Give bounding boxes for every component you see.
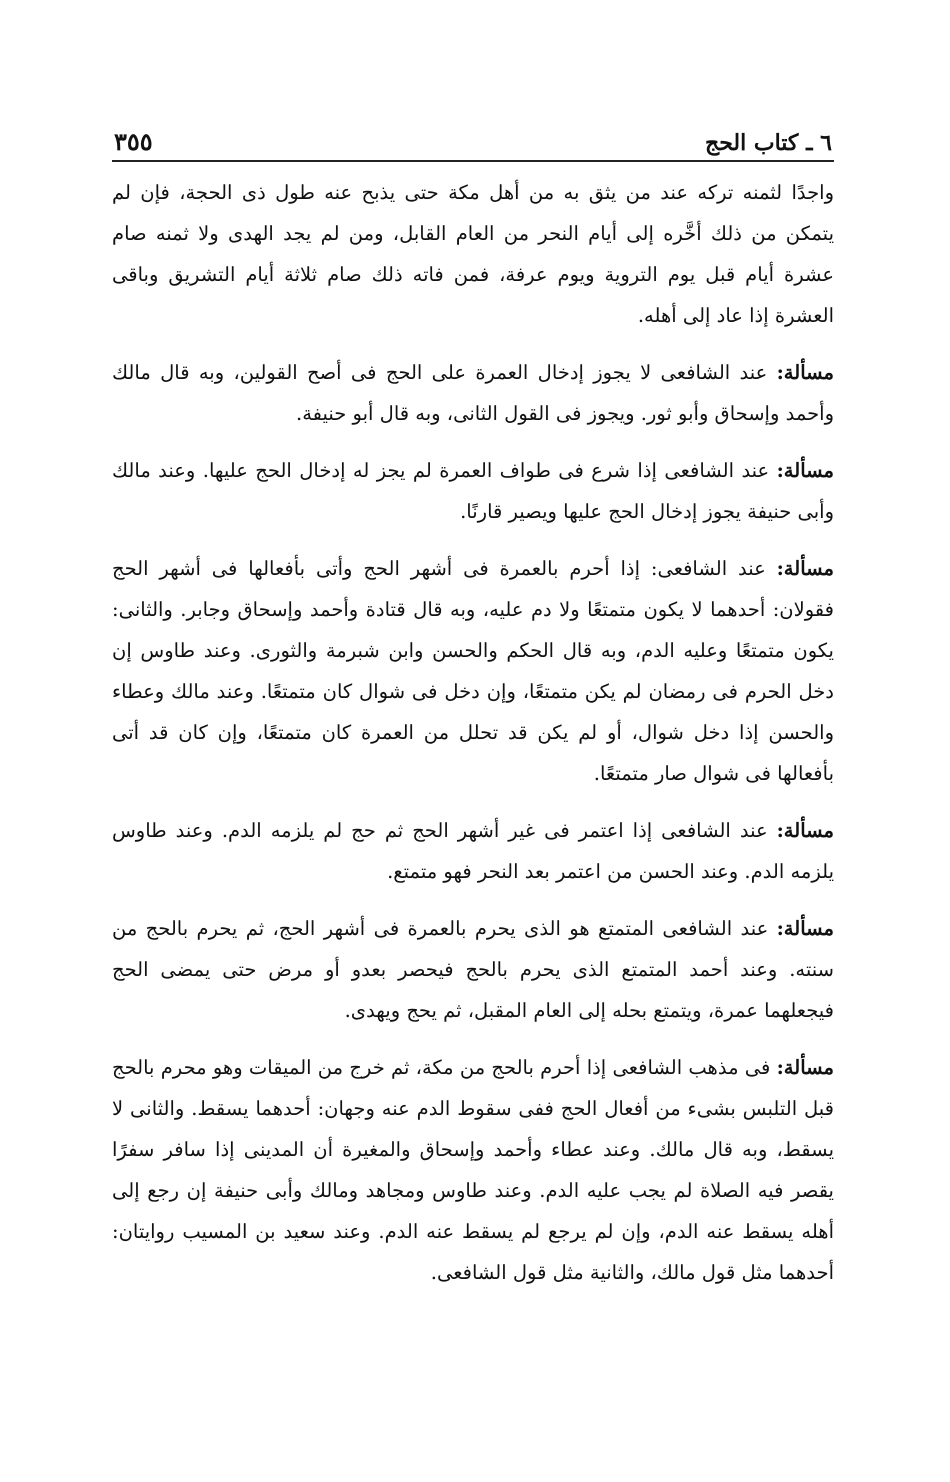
- paragraph: [112, 810, 834, 892]
- paragraph: [112, 450, 834, 532]
- paragraph-text: عند الشافعى إذا اعتمر فى غير أشهر الحج ثم حج لم يلزمه الدم. وعند طاوس يلزمه الدم. وعند الحسن من اعتمر بعد النحر فهو متمتع.: [112, 819, 834, 883]
- page-header: [112, 118, 834, 162]
- paragraph: [112, 548, 834, 794]
- chapter-title: ٦ ـ كتاب الحج: [705, 130, 832, 156]
- paragraph-text: فى مذهب الشافعى إذا أحرم بالحج من مكة، ثم خرج من الميقات وهو محرم بالحج قبل التلبس بشىء من أفعال الحج ففى سقوط الدم عنه وجهان: أحدهما يسقط. والثانى لا يسقط، وبه قال مالك. وعند عطاء وأحمد وإسحاق والمغيرة أن المدينى إذا سافر سفرًا يقصر فيه الصلاة لم يجب عليه الدم. وعند طاوس ومجاهد ومالك وأبى حنيفة إن رجع إلى أهله يسقط عنه الدم، وإن لم يرجع لم يسقط عنه الدم. وعند سعيد بن المسيب روايتان: أحدهما مثل قول مالك، والثانية مثل قول الشافعى.: [112, 1056, 834, 1284]
- issue-label: مسألة:: [776, 819, 834, 842]
- issue-label: مسألة:: [776, 459, 834, 482]
- paragraph-text: عند الشافعى: إذا أحرم بالعمرة فى أشهر الحج وأتى بأفعالها فى أشهر الحج فقولان: أحدهما لا يكون متمتعًا ولا دم عليه، وبه قال قتادة وأحمد وإسحاق وجابر. والثانى: يكون متمتعًا وعليه الدم، وبه قال الحكم والحسن وابن شبرمة والثورى. وعند طاوس إن دخل الحرم فى رمضان لم يكن متمتعًا، وإن دخل فى شوال كان متمتعًا. وعند مالك وعطاء والحسن إذا دخل شوال، أو لم يكن قد تحلل من العمرة كان متمتعًا، وإن كان قد أتى بأفعالها فى شوال صار متمتعًا.: [112, 557, 834, 785]
- page-number: ٣٥٥: [114, 127, 153, 156]
- issue-label: مسألة:: [776, 361, 834, 384]
- paragraph: [112, 908, 834, 1031]
- paragraph: [112, 352, 834, 434]
- paragraph-text: واجدًا لثمنه تركه عند من يثق به من أهل مكة حتى يذبح عنه طول ذى الحجة، فإن لم يتمكن من ذلك أخَّره إلى أيام النحر من العام القابل، ومن لم يجد الهدى ولا ثمنه صام عشرة أيام قبل يوم التروية ويوم عرفة، فمن فاته ذلك صام ثلاثة أيام التشريق وباقى العشرة إذا عاد إلى أهله.: [112, 181, 834, 327]
- paragraph: [112, 172, 834, 336]
- book-page: [112, 118, 834, 1309]
- issue-label: مسألة:: [776, 1056, 834, 1079]
- paragraph: [112, 1047, 834, 1293]
- paragraph-text: عند الشافعى إذا شرع فى طواف العمرة لم يجز له إدخال الحج عليها. وعند مالك وأبى حنيفة يجوز إدخال الحج عليها ويصير قارنًا.: [112, 459, 834, 523]
- issue-label: مسألة:: [776, 557, 834, 580]
- paragraph-text: عند الشافعى المتمتع هو الذى يحرم بالعمرة فى أشهر الحج، ثم يحرم بالحج من سنته. وعند أحمد المتمتع الذى يحرم بالحج فيحصر بعدو أو مرض حتى يمضى الحج فيجعلهما عمرة، ويتمتع بحله إلى العام المقبل، ثم يحج ويهدى.: [112, 917, 834, 1022]
- issue-label: مسألة:: [776, 917, 834, 940]
- paragraph-text: عند الشافعى لا يجوز إدخال العمرة على الحج فى أصح القولين، وبه قال مالك وأحمد وإسحاق وأبو ثور. ويجوز فى القول الثانى، وبه قال أبو حنيفة.: [112, 361, 834, 425]
- page-body: [112, 172, 834, 1293]
